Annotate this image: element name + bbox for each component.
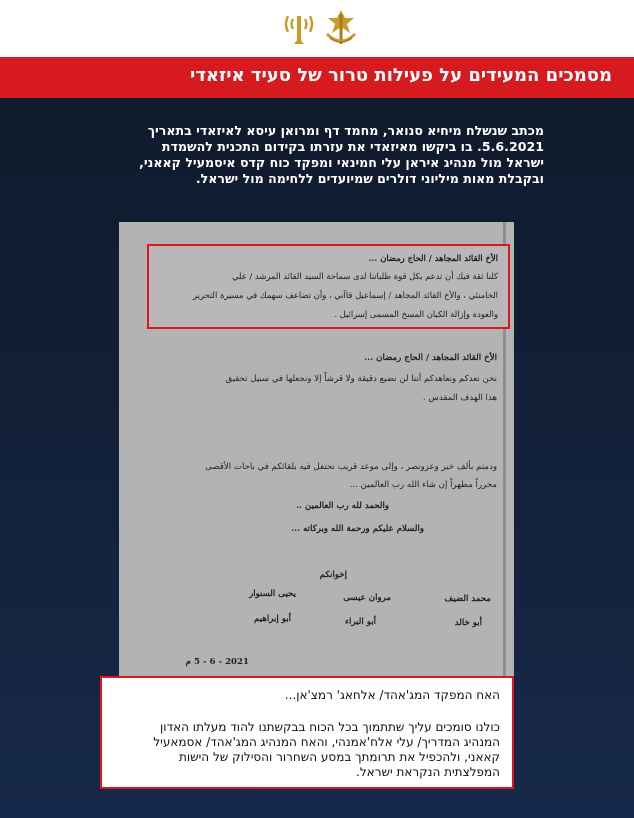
letter-brothers: إخوانكم — [319, 570, 347, 580]
signatory-name: محمد الضيف — [444, 594, 491, 604]
idf-emblem-icon — [324, 8, 358, 48]
letter-closing: والحمد لله رب العالمين .. — [296, 501, 389, 511]
highlight-box — [147, 244, 510, 329]
header-bar — [0, 0, 634, 57]
letter-highlight-line: كلنا ثقة فيك أن تدعم بكل قوة طلباتنا لدى سماحة السيد القائد المرشد / علي — [231, 271, 498, 281]
intro-line: 5.6.2021. בו ביקשו מאיזאדי את עזרתו בקידום התכנית להשמדת — [161, 139, 544, 154]
signatory-name: يحيى السنوار — [249, 589, 296, 599]
caption-greeting: האח המפקד המג'אהד/ אלחאג' רמצ'אן... — [284, 688, 500, 702]
caption-line: המנהיג המדריך/ עלי אלח'אמנהי, והאח המנהיג המג'אהד/ אסמאעיל — [153, 735, 500, 749]
caption-line: כולנו סומכים עליך שתתמוך בכל הכוח בבקשתנו להוד מעלתו האדון — [160, 720, 500, 734]
letter-highlight-line: والعودة وإزالة الكيان المسخ المسمى إسرائيل . — [334, 309, 498, 319]
signatory-alias: أبو خالد — [454, 618, 482, 628]
letter-highlight-line: الخامنئي ، والأخ القائد المجاهد / إسماعيل قاآني ، وأن تضاعف سهمك في مسيرة التحرير — [192, 290, 498, 300]
letter-line: نحن نعدكم ونعاهدكم أننا لن نضيع دقيقة ولا قرشاً إلا ونجعلها في سبيل تحقيق — [225, 374, 497, 384]
communications-emblem-icon — [282, 8, 316, 48]
intro-paragraph — [139, 123, 544, 187]
signatory-name: مروان عيسى — [343, 593, 391, 603]
intro-line: ישראל מול מנהיג איראן עלי חמינאי ומפקד כוח קדס איסמעיל קאאני, — [139, 155, 544, 170]
intro-line: מכתב שנשלח מיחיא סנואר, מחמד דף ומרואן עיסא לאיזאדי בתאריך — [147, 123, 544, 138]
letter-line: هذا الهدف المقدس . — [422, 393, 497, 403]
logo-group — [280, 6, 360, 50]
intro-line: ובקבלת מאות מיליוני דולרים שמיועדים ללחימה מול ישראל. — [195, 171, 544, 186]
translation-caption — [100, 676, 514, 789]
letter-closing: والسلام عليكم ورحمة الله وبركاته ... — [291, 524, 424, 534]
letter-date: 2021 - 6 - 5 م — [185, 657, 249, 667]
caption-line: קאאני, ולהכפיל את תרומתך במסע השחרור והסילוק של הישות — [178, 750, 500, 764]
signatory-alias: أبو البراء — [345, 617, 376, 627]
signatory-alias: أبو إبراهيم — [254, 614, 291, 624]
letter-line: ودمتم بألف خير وعزونصر ، وإلى موعد قريب نحتفل فيه بلقائكم في باحات الأقصى — [205, 462, 497, 472]
caption-body — [153, 720, 500, 780]
letter-heading: الأخ القائد المجاهد / الحاج رمضان ... — [364, 353, 497, 363]
caption-line: המפלצתית הנקראת ישראל. — [356, 765, 500, 779]
page-title: מסמכים המעידים על פעילות טרור של סעיד איזאדי — [190, 65, 612, 86]
letter-highlight-heading: الأخ القائد المجاهد / الحاج رمضان ... — [368, 253, 498, 263]
letter-line: محرراً مطهراً إن شاء الله رب العالمين ... — [349, 480, 497, 490]
title-bar — [0, 57, 634, 98]
